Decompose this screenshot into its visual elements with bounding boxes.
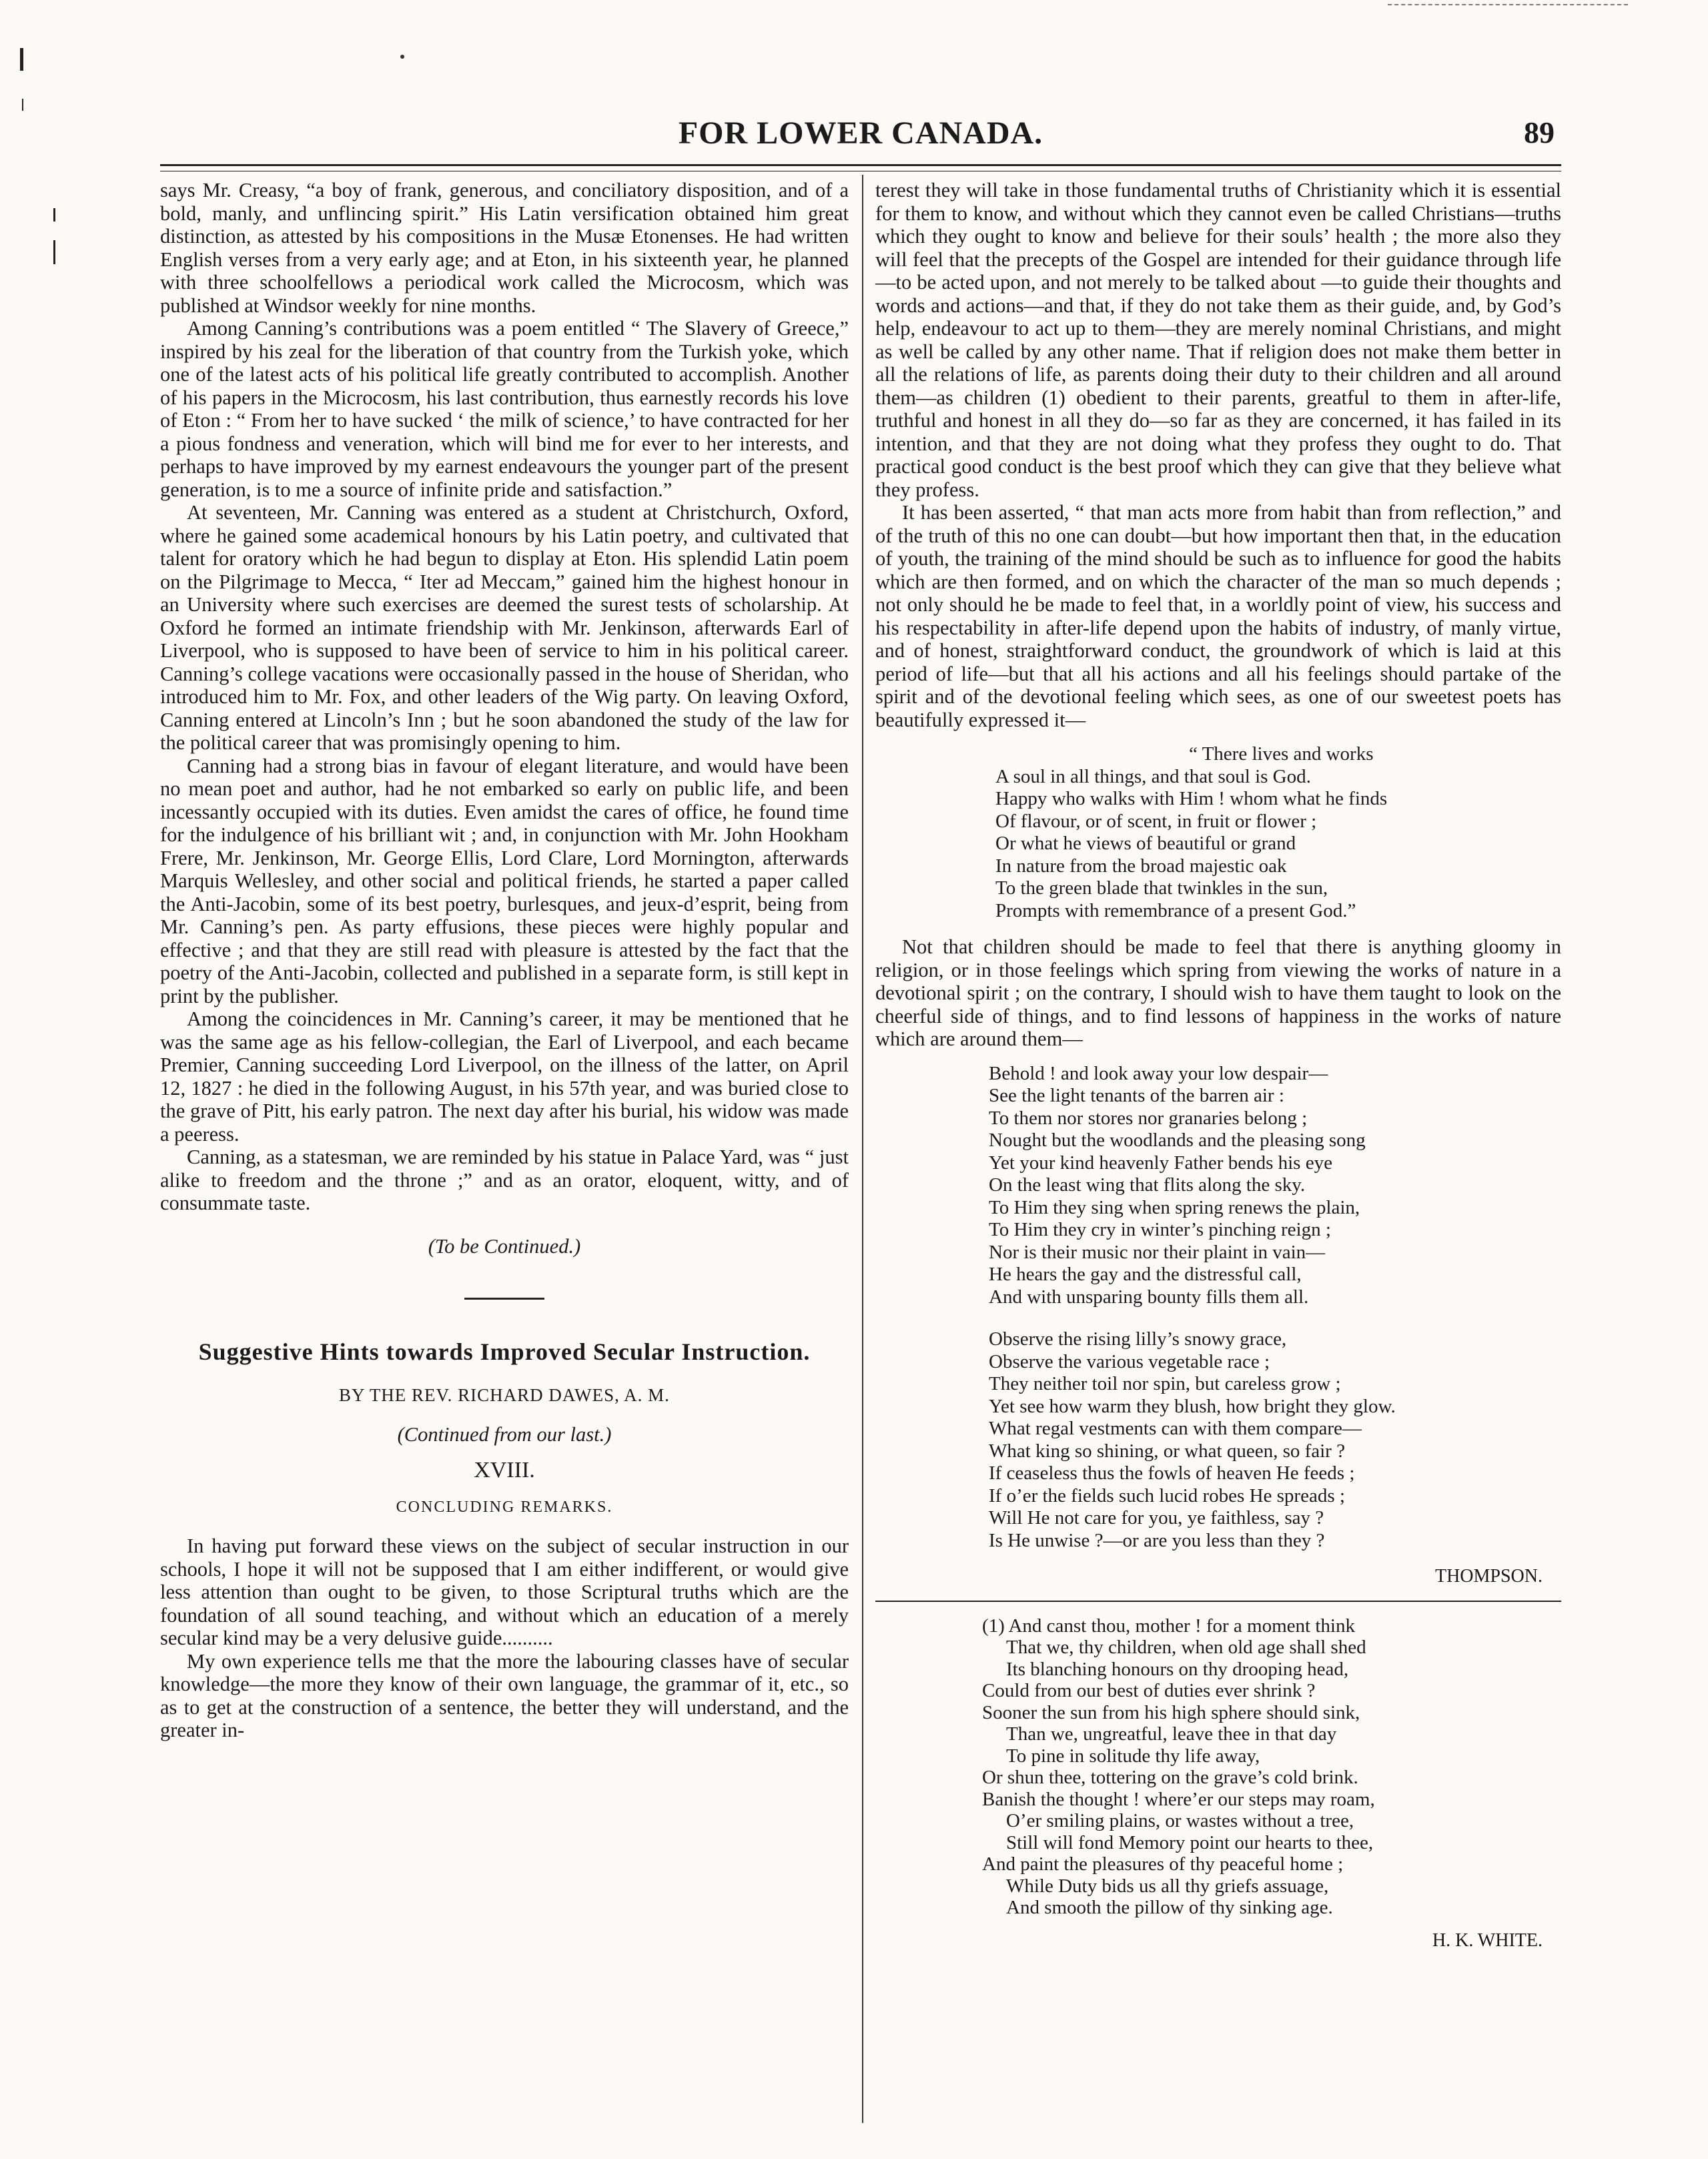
- poem-attribution: THOMPSON.: [1434, 1566, 1543, 1587]
- paragraph: In having put forward these views on the subject of secular instruction in our schools, I hope it will not be supposed that I am either indifferent, or would give less attention than ought to be given, to those Scriptural truths which are the foundation of all sound teaching, and without which an education of a merely secular kind may be a very delusive guide..........: [160, 1535, 849, 1649]
- poem-line: What regal vestments can with them compare—: [989, 1418, 1362, 1439]
- poem-line: Yet see how warm they blush, how bright they glow.: [989, 1395, 1396, 1417]
- footnote-line: And paint the pleasures of thy peaceful home ;: [982, 1853, 1344, 1875]
- paragraph: At seventeen, Mr. Canning was entered as a student at Christchurch, Oxford, where he gained some academical honours by his Latin poetry, and cultivated that talent for oratory which he had begun to display at Eton. His splendid Latin poem on the Pilgrimage to Mecca, “ Iter ad Meccam,” gained him the highest honour in an University where such exercises are deemed the surest tests of scholarship. At Oxford he formed an intimate friendship with Mr. Jenkinson, afterwards Earl of Liverpool, who is supposed to have been of service to him in his political career. Canning’s college vacations were occasionally passed in the house of Sheridan, who introduced him to Mr. Fox, and other leaders of the Wig party. On leaving Oxford, Canning entered at Lincoln’s Inn ; but he soon abandoned the study of the law for the political career that was promisingly opening to him.: [160, 501, 849, 754]
- footnote-line: Than we, ungreatful, leave thee in that day: [1006, 1723, 1337, 1745]
- poem-line: If o’er the fields such lucid robes He spreads ;: [989, 1484, 1345, 1506]
- poem-line: Observe the various vegetable race ;: [989, 1350, 1270, 1372]
- right-column: [875, 179, 1561, 1952]
- poem-line: To Him they cry in winter’s pinching reign ;: [989, 1219, 1331, 1240]
- paragraph: Not that children should be made to feel that there is anything gloomy in religion, or in those feelings which spring from viewing the works of nature in a devotional spirit ; on the contrary, I should wish to have them taught to look on the cheerful side of things, and to find lessons of happiness in the works of nature which are around them—: [875, 935, 1561, 1050]
- poem-thompson: [989, 1063, 1561, 1553]
- poem-line: To them nor stores nor granaries belong ;: [989, 1107, 1308, 1129]
- footnote-line: While Duty bids us all thy griefs assuage,: [1006, 1875, 1329, 1897]
- footnote-poem: [982, 1615, 1561, 1919]
- poem-line: To Him they sing when spring renews the plain,: [989, 1196, 1360, 1218]
- footnote-line: That we, thy children, when old age shall shed: [1006, 1637, 1366, 1658]
- poem-line: Is He unwise ?—or are you less than they ?: [989, 1529, 1325, 1551]
- poem-line: They neither toil nor spin, but careless grow ;: [989, 1373, 1341, 1394]
- footnote-line: Sooner the sun from his high sphere should sink,: [982, 1701, 1360, 1723]
- footnote-line: Could from our best of duties ever shrink ?: [982, 1680, 1316, 1701]
- poem-line: Of flavour, or of scent, in fruit or flower ;: [995, 810, 1317, 832]
- poem-line: Happy who walks with Him ! whom what he finds: [995, 788, 1388, 809]
- paragraph: Among the coincidences in Mr. Canning’s career, it may be mentioned that he was the same age as his fellow-collegian, the Earl of Liverpool, and each became Premier, Canning succeeding Lord Liverpool, on the illness of the latter, on April 12, 1827 : he died in the following August, in his 57th year, and was buried close to the grave of Pitt, his early patron. The next day after his burial, his widow was made a peeress.: [160, 1007, 849, 1146]
- poem-line: Prompts with remembrance of a present God.”: [995, 899, 1356, 921]
- poem-line: Or what he views of beautiful or grand: [995, 833, 1296, 854]
- poem-line: In nature from the broad majestic oak: [995, 855, 1287, 877]
- footnote-attribution: H. K. WHITE.: [1432, 1929, 1543, 1951]
- page-number: 89: [1524, 115, 1555, 149]
- header-rule: [160, 164, 1561, 166]
- poem-quote: [995, 743, 1561, 922]
- poem-line: A soul in all things, and that soul is God.: [995, 765, 1311, 787]
- poem-line: Will He not care for you, ye faithless, say ?: [989, 1507, 1324, 1529]
- footnote-line: Its blanching honours on thy drooping head,: [1006, 1658, 1349, 1680]
- left-column: [160, 179, 849, 1742]
- footnote-line: Or shun thee, tottering on the grave’s cold brink.: [982, 1767, 1358, 1788]
- footnote-line: (1) And canst thou, mother ! for a moment think: [982, 1615, 1355, 1637]
- poem-line: Yet your kind heavenly Father bends his eye: [989, 1152, 1332, 1174]
- margin-mark: [22, 99, 23, 111]
- margin-mark: [53, 240, 55, 264]
- continued-note: (Continued from our last.): [397, 1422, 612, 1446]
- paragraph: It has been asserted, “ that man acts more from habit than from reflection,” and of the truth of this no one can doubt—but how important then that, in the education of youth, the training of the mind should be such as to influence for good the habits which are then formed, and on which the character of the man so much depends ; not only should he be made to feel that, in a worldly point of view, his success and his respectability in after-life depend upon the habits of industry, of manly virtue, and of honest, straightforward conduct, the groundwork of which is laid at this period of life—but that all his actions and all his feelings should partake of the spirit and of the devotional feeling which sees, as one of our sweetest poets has beautifully expressed it—: [875, 501, 1561, 731]
- poem-line: He hears the gay and the distressful call,: [989, 1264, 1302, 1285]
- ink-spot: [400, 55, 404, 59]
- running-head: FOR LOWER CANADA.: [678, 115, 1043, 151]
- footnote-rule: [875, 1601, 1561, 1602]
- paragraph: terest they will take in those fundamental truths of Christianity which it is essential for them to know, and without which they cannot even be called Christians—truths which they ought to know and believe for their souls’ health ; the more also they will feel that the precepts of the Gospel are intended for their guidance through life—to be acted upon, and not merely to be talked about —to guide their thoughts and words and actions—and that, if they do not take them as their guide, and, by God’s help, endeavour to act up to them—they are merely nominal Christians, and might as well be called by any other name. That if religion does not make them better in all the relations of life, as parents doing their duty to their children and all around them—as children (1) obedient to their parents, greatful to them in after-life, truthful and honest in all they do—so far as they are concerned, it has failed in its intention, and that they are not doing what they profess they ought to do. That practical good conduct is the best proof which they can give that they believe what they profess.: [875, 179, 1561, 501]
- section-heading: CONCLUDING REMARKS.: [396, 1498, 613, 1516]
- poem-line: And with unsparing bounty fills them all.: [989, 1286, 1309, 1308]
- scan-artifact: [1388, 4, 1628, 11]
- footnote-line: Still will fond Memory point our hearts to thee,: [1006, 1831, 1374, 1853]
- article-title: Suggestive Hints towards Improved Secular Instruction.: [198, 1338, 811, 1365]
- poem-line: Observe the rising lilly’s snowy grace,: [989, 1328, 1287, 1350]
- footnote-line: Banish the thought ! where’er our steps may roam,: [982, 1788, 1375, 1810]
- paragraph: Among Canning’s contributions was a poem entitled “ The Slavery of Greece,” inspired by his zeal for the liberation of that country from the Turkish yoke, which one of the latest acts of his political life greatly contributed to accomplish. Another of his papers in the Microcosm, his last contribution, thus earnestly records his love of Eton : “ From her to have sucked ‘ the milk of science,’ to have contracted for her a pious fondness and veneration, which will bind me for ever to her interests, and perhaps to have improved by my earnest endeavours the younger part of the present generation, is to me a source of infinite pride and satisfaction.”: [160, 317, 849, 501]
- poem-line: Behold ! and look away your low despair—: [989, 1062, 1328, 1084]
- page-header: [160, 113, 1561, 160]
- section-number: XVIII.: [474, 1458, 535, 1482]
- poem-line: Nought but the woodlands and the pleasing song: [989, 1130, 1366, 1151]
- paragraph: says Mr. Creasy, “a boy of frank, generous, and conciliatory disposition, and of a bold, manly, and unflincing spirit.” His Latin versification obtained him great distinction, as attested by his compositions in the Musæ Etonenses. He had written English verses from a very early age; and at Eton, in his sixteenth year, he planned with three schoolfellows a periodical work called the Microcosm, which was published at Windsor weekly for nine months.: [160, 179, 849, 317]
- byline: BY THE REV. RICHARD DAWES, A. M.: [339, 1385, 670, 1405]
- section-separator: [464, 1298, 544, 1300]
- paragraph: My own experience tells me that the more the labouring classes have of secular knowledge—the more they know of their own language, the grammar of it, etc., so as to get at the construction of a sentence, the better they will understand, and the greater in-: [160, 1649, 849, 1741]
- footnote-line: And smooth the pillow of thy sinking age.: [1006, 1897, 1333, 1918]
- margin-mark: [20, 48, 23, 71]
- footnote-line: To pine in solitude thy life away,: [1006, 1745, 1260, 1767]
- poem-line: To the green blade that twinkles in the sun,: [995, 877, 1328, 899]
- poem-line: On the least wing that flits along the sky.: [989, 1174, 1306, 1196]
- footnote-line: O’er smiling plains, or wastes without a tree,: [1006, 1810, 1354, 1831]
- paragraph: Canning, as a statesman, we are reminded by his statue in Palace Yard, was “ just alike to freedom and the throne ;” and as an orator, eloquent, witty, and of consummate taste.: [160, 1146, 849, 1214]
- poem-line: Nor is their music nor their plaint in vain—: [989, 1241, 1326, 1263]
- column-divider: [862, 175, 863, 2123]
- poem-line: See the light tenants of the barren air :: [989, 1085, 1284, 1106]
- margin-mark: [53, 208, 55, 222]
- poem-line: If ceaseless thus the fowls of heaven He feeds ;: [989, 1462, 1355, 1484]
- poem-line: “ There lives and works: [1189, 743, 1374, 765]
- paragraph: Canning had a strong bias in favour of elegant literature, and would have been no mean poet and author, had he not embarked so early on public life, and been incessantly occupied with its duties. Even amidst the cares of office, he found time for the indulgence of his brilliant wit ; and, in conjunction with Mr. John Hookham Frere, Mr. Jenkinson, Mr. George Ellis, Lord Clare, Lord Mornington, afterwards Marquis Wellesley, and other social and political friends, he started a paper called the Anti-Jacobin, some of its best poetry, burlesques, and jeux-d’esprit, being from Mr. Canning’s pen. As party effusions, these pieces were highly popular and effective ; and that they are still read with pleasure is attested by the fact that the poetry of the Anti-Jacobin, collected and published in a separate form, is still kept in print by the publisher.: [160, 754, 849, 1007]
- to-be-continued: (To be Continued.): [428, 1234, 581, 1258]
- poem-line: What king so shining, or what queen, so fair ?: [989, 1440, 1345, 1462]
